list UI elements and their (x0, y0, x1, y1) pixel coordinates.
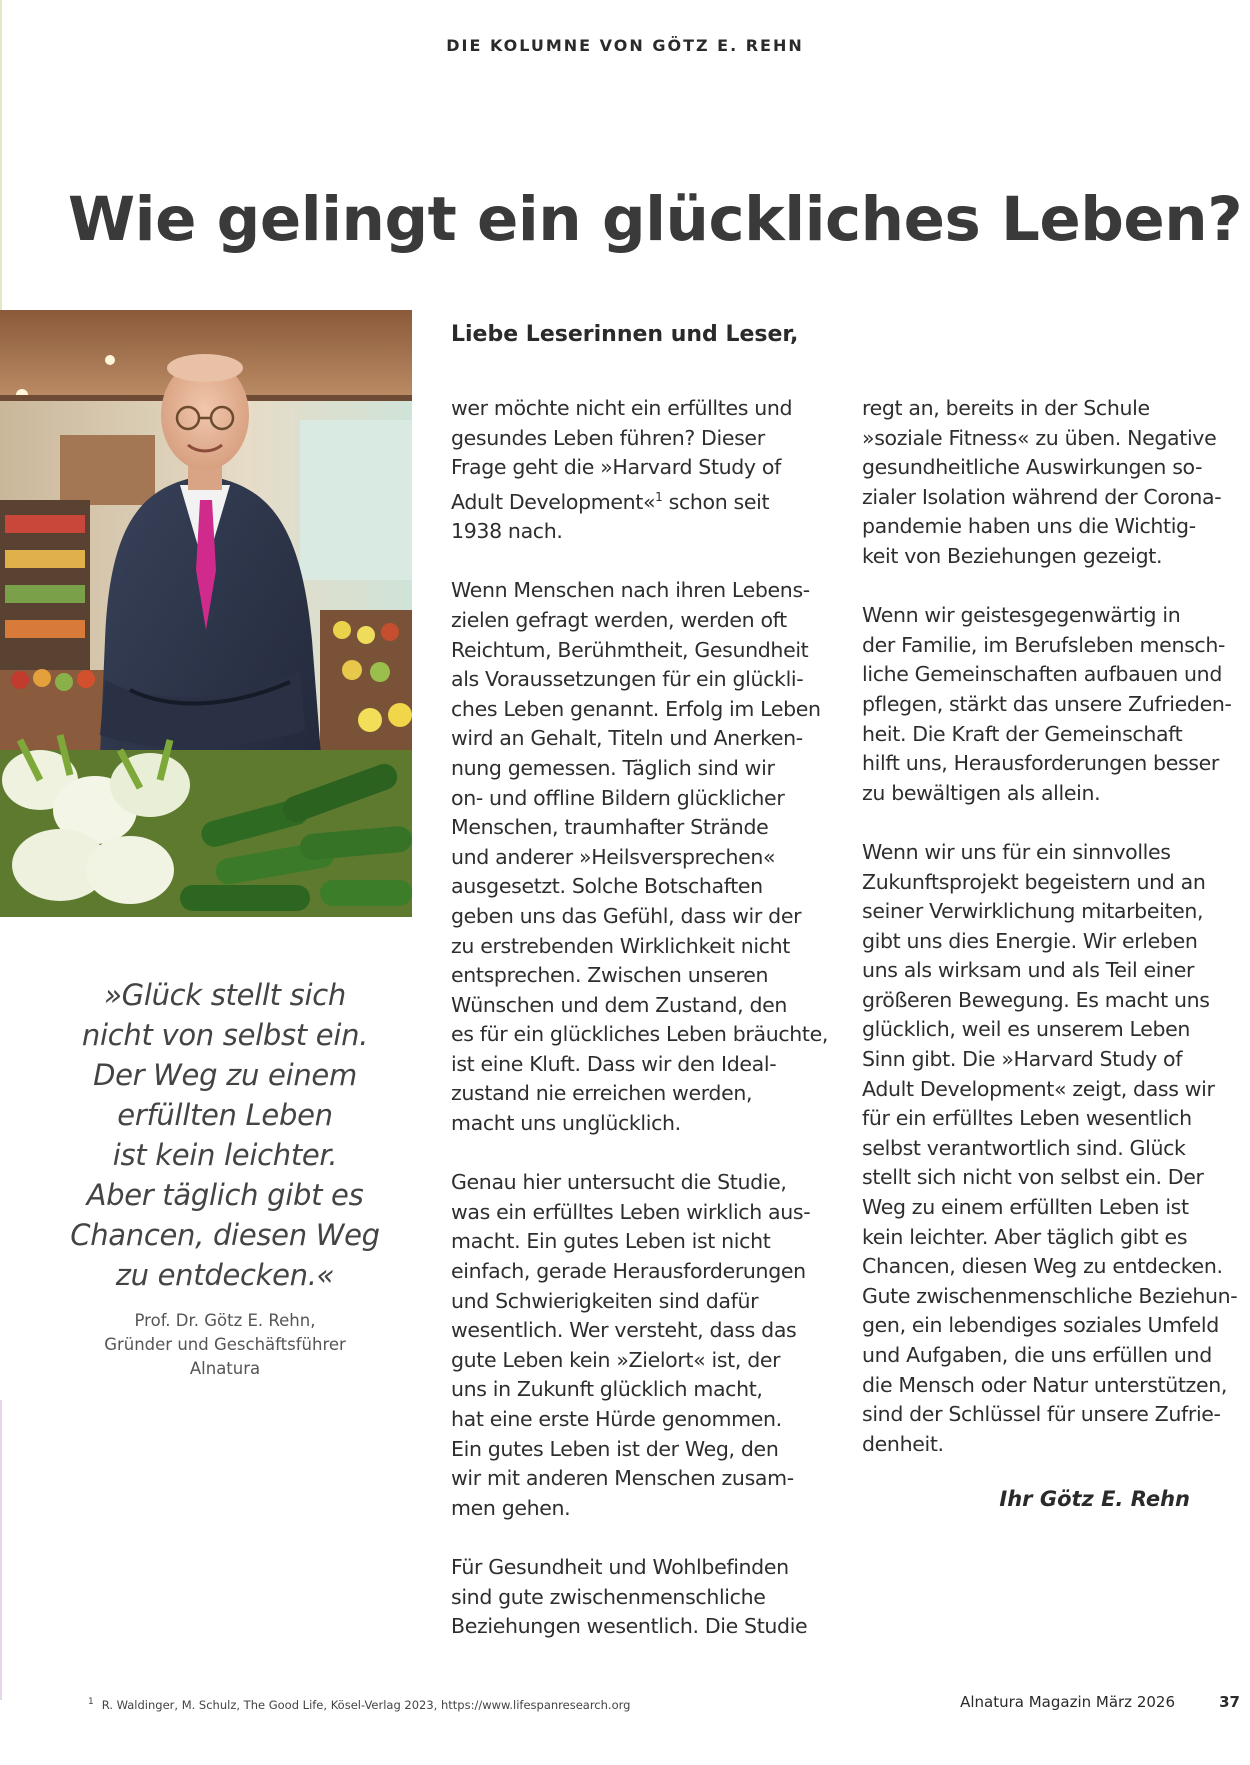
text-line: geben uns das Gefühl, dass wir der (451, 903, 802, 928)
paragraph (451, 1168, 851, 1523)
text-line: gen, ein lebendiges soziales Umfeld (862, 1313, 1219, 1338)
text-line: Chancen, diesen Weg zu entdecken. (862, 1254, 1223, 1279)
text-line: kein leichter. Aber täglich gibt es (862, 1224, 1188, 1249)
text-line: Wenn Menschen nach ihren Lebens- (451, 578, 810, 603)
pull-quote-line: zu entdecken.« (115, 1258, 335, 1292)
text-line: Reichtum, Berühmtheit, Gesundheit (451, 637, 809, 662)
text-line: Wünschen und dem Zustand, den (451, 992, 788, 1017)
paragraph (451, 394, 851, 547)
text-line: als Voraussetzungen für ein glückli- (451, 667, 804, 692)
quote-attribution (40, 1309, 410, 1381)
text-line: einfach, gerade Herausforderungen (451, 1259, 806, 1284)
paragraph (862, 838, 1250, 1459)
left-edge-accent-bottom (0, 1400, 2, 1700)
text-line: seiner Verwirklichung mitarbeiten, (862, 899, 1204, 924)
text-line: es für ein glückliches Leben bräuchte, (451, 1022, 829, 1047)
magazine-footer: Alnatura Magazin März 2026 (960, 1693, 1175, 1711)
page-title: Wie gelingt ein glückliches Leben? (67, 184, 1243, 255)
text-line: Sinn gibt. Die »Harvard Study of (862, 1047, 1183, 1072)
text-line: liche Gemeinschaften aufbauen und (862, 662, 1222, 687)
attribution-line: Prof. Dr. Götz E. Rehn, (134, 1311, 316, 1330)
text-column-1 (451, 394, 851, 1671)
pull-quote-line: Aber täglich gibt es (86, 1178, 364, 1212)
text-line: und anderer »Heilsversprechen« (451, 844, 776, 869)
text-line: nung gemessen. Täglich sind wir (451, 755, 775, 780)
text-line: Wenn wir geistesgegenwärtig in (862, 603, 1181, 628)
text-line: der Familie, im Berufsleben mensch- (862, 632, 1226, 657)
pull-quote (40, 975, 410, 1295)
footnote-number: 1 (88, 1697, 94, 1707)
text-line: pandemie haben uns die Wichtig- (862, 514, 1196, 539)
paragraph (862, 394, 1250, 572)
text-line: die Mensch oder Natur unterstützen, (862, 1372, 1228, 1397)
pull-quote-line: nicht von selbst ein. (81, 1018, 369, 1052)
text-line: und Aufgaben, die uns erfüllen und (862, 1343, 1212, 1367)
text-line: men gehen. (451, 1495, 571, 1520)
text-line: »soziale Fitness« zu üben. Negative (862, 425, 1217, 450)
text-line: zustand nie erreichen werden, (451, 1081, 753, 1106)
text-fragment: schon seit (662, 489, 770, 514)
text-line: ausgesetzt. Solche Botschaften (451, 874, 763, 899)
text-line: keit von Beziehungen gezeigt. (862, 543, 1163, 568)
text-column-2 (862, 394, 1250, 1489)
text-line: hilft uns, Herausforderungen besser (862, 751, 1219, 776)
text-line: uns in Zukunft glücklich macht, (451, 1377, 763, 1402)
text-line: heit. Die Kraft der Gemeinschaft (862, 721, 1183, 746)
text-line: sind der Schlüssel für unsere Zufrie- (862, 1402, 1221, 1427)
text-line: zielen gefragt werden, werden oft (451, 607, 787, 632)
text-line: zialer Isolation während der Corona- (862, 484, 1222, 509)
text-line: Adult Development« zeigt, dass wir (862, 1076, 1215, 1101)
text-line: Weg zu einem erfüllten Leben ist (862, 1195, 1189, 1220)
text-line: regt an, bereits in der Schule (862, 396, 1150, 420)
text-line: gute Leben kein »Zielort« ist, der (451, 1347, 781, 1372)
text-line: wir mit anderen Menschen zusam- (451, 1466, 794, 1491)
footnote (88, 1697, 630, 1712)
text-line: Frage geht die »Harvard Study of (451, 455, 781, 480)
text-line: 1938 nach. (451, 519, 563, 544)
text-line: gesundes Leben führen? Dieser (451, 425, 765, 450)
column-kicker: DIE KOLUMNE VON GÖTZ E. REHN (446, 36, 804, 55)
paragraph (451, 576, 851, 1138)
pull-quote-line: erfüllten Leben (117, 1098, 333, 1132)
text-line: größeren Bewegung. Es macht uns (862, 987, 1210, 1012)
text-line: wesentlich. Wer versteht, dass das (451, 1318, 797, 1343)
text-line: ches Leben genannt. Erfolg im Leben (451, 696, 821, 721)
text-line: entsprechen. Zwischen unseren (451, 963, 769, 988)
text-line: wird an Gehalt, Titeln und Anerken- (451, 726, 803, 751)
text-line: Genau hier untersucht die Studie, (451, 1170, 787, 1195)
text-line: für ein erfülltes Leben wesentlich (862, 1106, 1192, 1131)
text-line: wer möchte nicht ein erfülltes und (451, 396, 793, 420)
text-line: gibt uns dies Energie. Wir erleben (862, 928, 1198, 953)
text-line: Beziehungen wesentlich. Die Studie (451, 1614, 808, 1639)
footnote-marker: 1 (655, 489, 663, 504)
paragraph (862, 601, 1250, 808)
text-line: gesundheitliche Auswirkungen so- (862, 455, 1203, 480)
pull-quote-line: Der Weg zu einem (93, 1058, 357, 1092)
text-line: pflegen, stärkt das unsere Zufrieden- (862, 691, 1232, 716)
text-line: zu erstrebenden Wirklichkeit nicht (451, 933, 790, 958)
text-line: denheit. (862, 1431, 944, 1456)
text-line: zu bewältigen als allein. (862, 780, 1101, 805)
text-fragment: Adult Development« (451, 489, 656, 514)
attribution-line: Gründer und Geschäftsführer (104, 1335, 346, 1354)
text-line: ist eine Kluft. Dass wir den Ideal- (451, 1051, 777, 1076)
text-line: was ein erfülltes Leben wirklich aus- (451, 1199, 811, 1224)
salutation: Liebe Leserinnen und Leser, (451, 322, 799, 347)
text-line: hat eine erste Hürde genommen. (451, 1407, 782, 1432)
page-number: 37 (1219, 1693, 1240, 1711)
text-line: uns als wirksam und als Teil einer (862, 958, 1195, 983)
text-line: Zukunftsprojekt begeistern und an (862, 869, 1206, 894)
text-line: sind gute zwischenmenschliche (451, 1584, 766, 1609)
text-line: stellt sich nicht von selbst ein. Der (862, 1165, 1204, 1190)
text-line: Für Gesundheit und Wohlbefinden (451, 1554, 789, 1579)
signature: Ihr Götz E. Rehn (999, 1487, 1190, 1511)
pull-quote-line: »Glück stellt sich (104, 978, 346, 1012)
attribution-line: Alnatura (189, 1359, 261, 1378)
text-line: Gute zwischenmenschliche Beziehun- (862, 1283, 1238, 1308)
footnote-text: R. Waldinger, M. Schulz, The Good Life, Kösel-Verlag 2023, https://www.lifespanresearch.org (101, 1697, 631, 1712)
author-photo (0, 310, 412, 917)
text-line: on- und offline Bildern glücklicher (451, 785, 785, 810)
text-line: und Schwierigkeiten sind dafür (451, 1288, 759, 1313)
text-line: glücklich, weil es unserem Leben (862, 1017, 1191, 1042)
pull-quote-line: Chancen, diesen Weg (70, 1218, 380, 1252)
pull-quote-line: ist kein leichter. (112, 1138, 338, 1172)
text-line: Menschen, traumhafter Strände (451, 815, 769, 840)
text-line: macht uns unglücklich. (451, 1111, 681, 1136)
paragraph (451, 1553, 851, 1642)
text-line (451, 483, 851, 517)
text-line: selbst verantwortlich sind. Glück (862, 1135, 1186, 1160)
text-line: Ein gutes Leben ist der Weg, den (451, 1436, 779, 1461)
text-line: Wenn wir uns für ein sinnvolles (862, 839, 1171, 864)
text-line: macht. Ein gutes Leben ist nicht (451, 1229, 771, 1254)
